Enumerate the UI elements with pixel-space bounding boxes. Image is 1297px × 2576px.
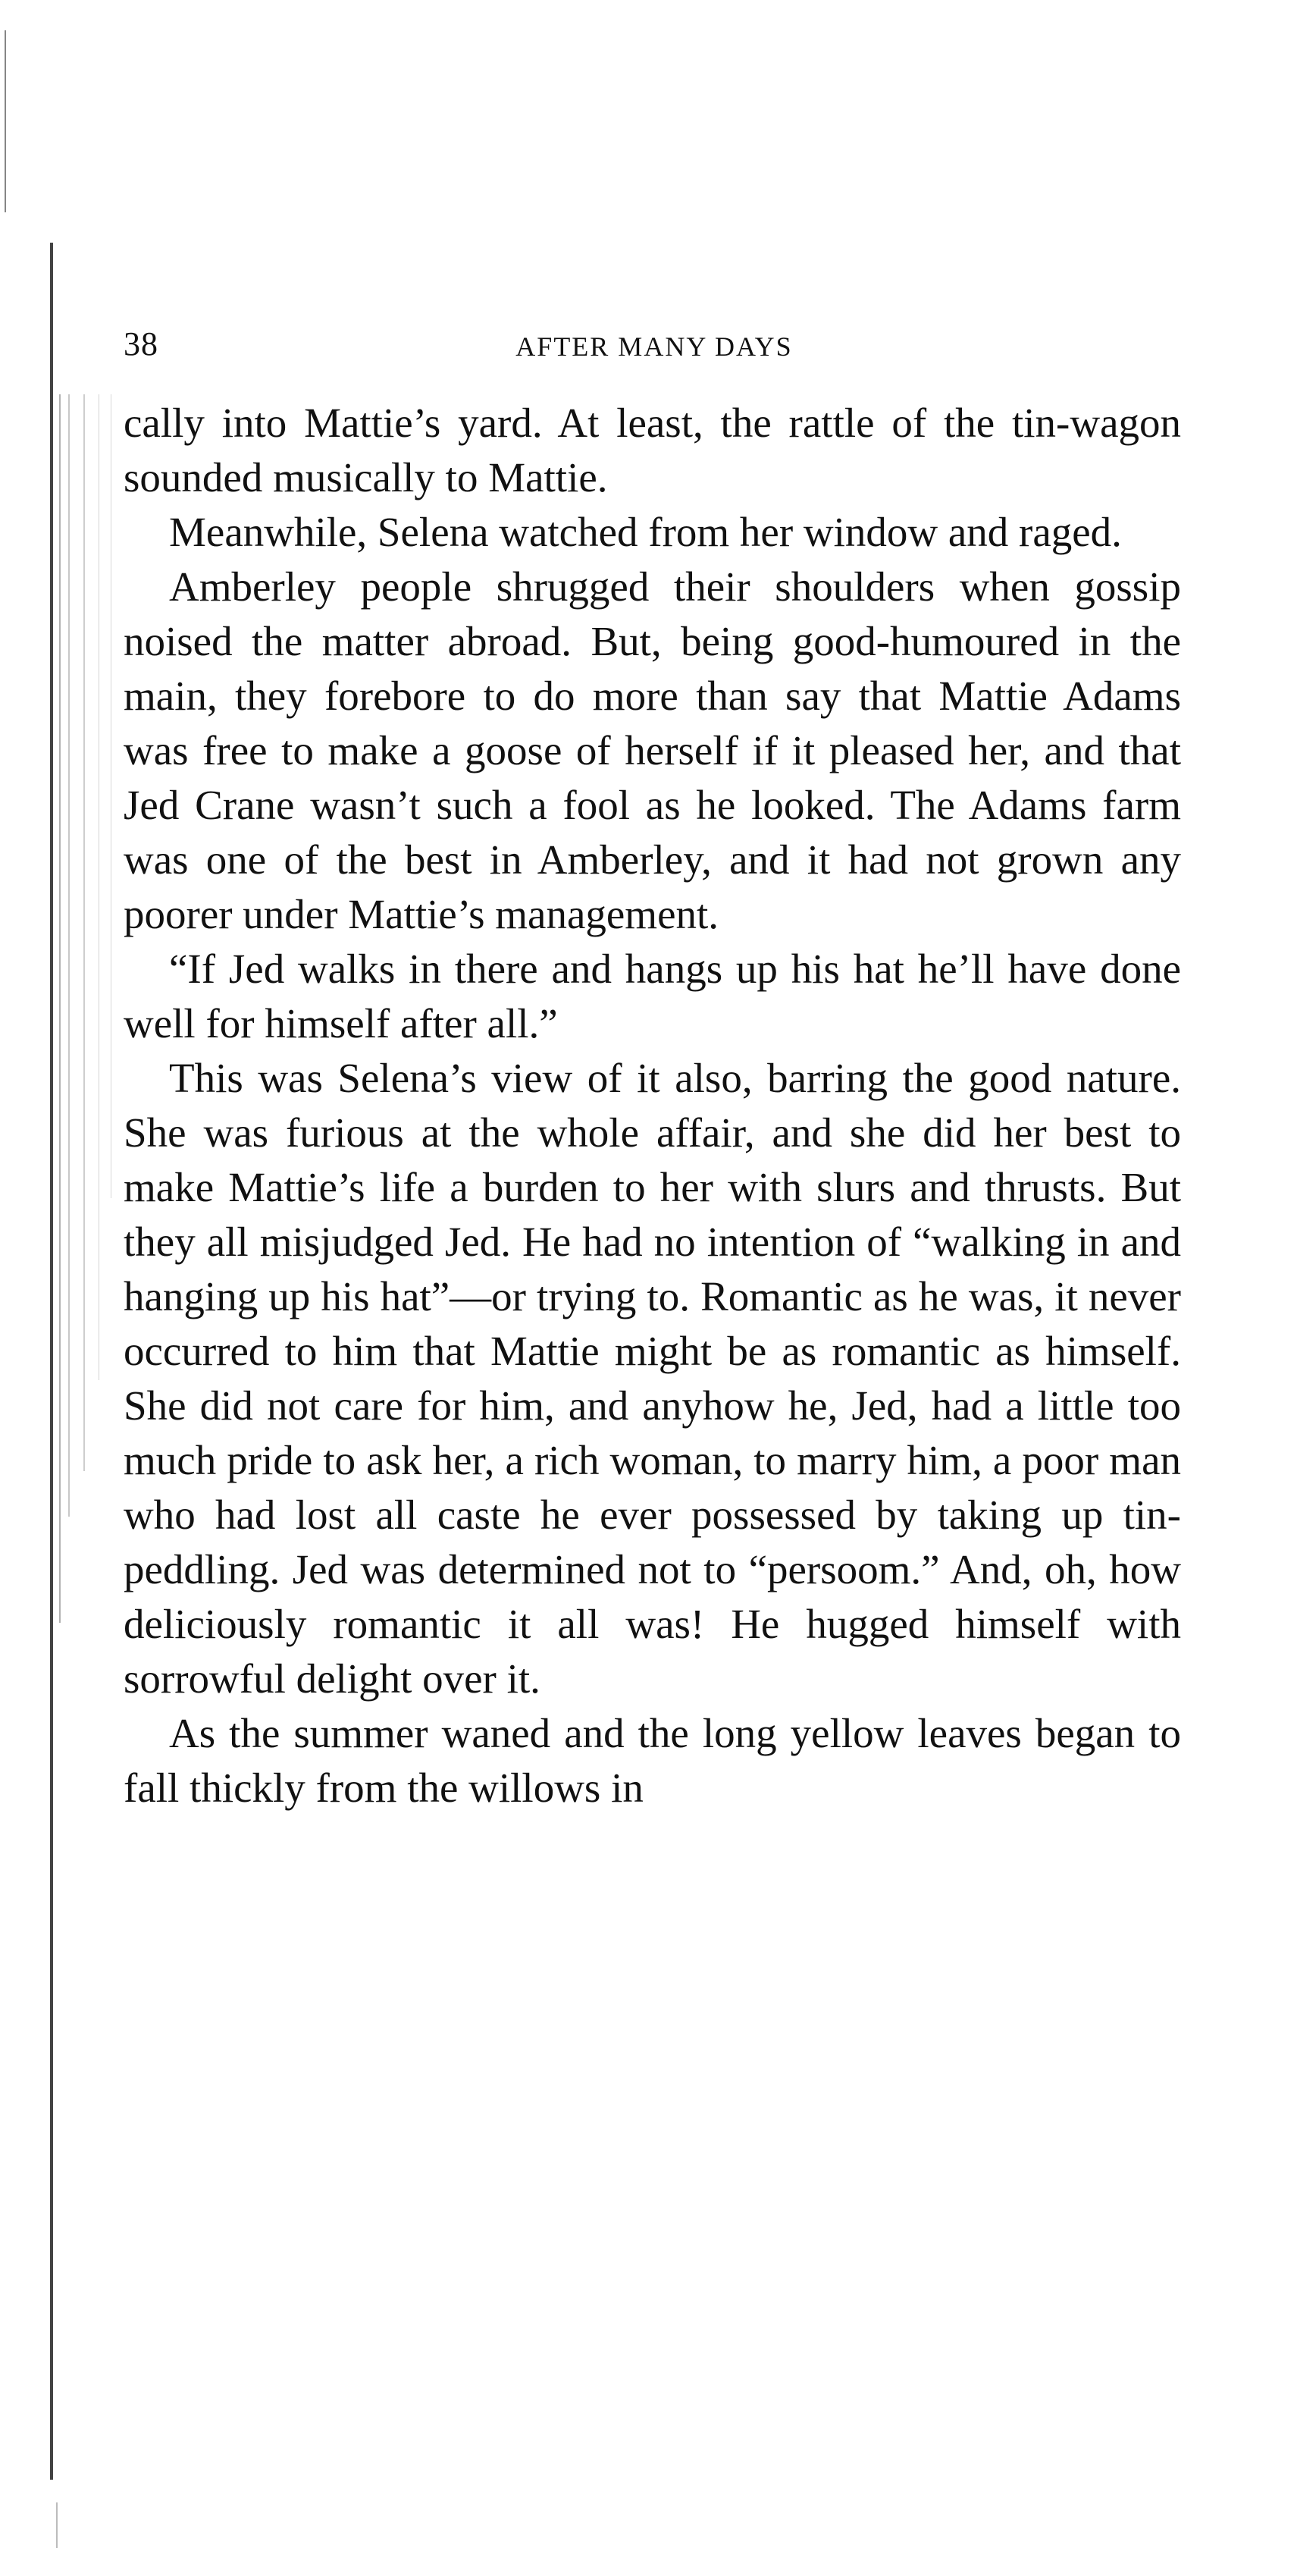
- scan-edge-mark: [56, 2502, 58, 2548]
- scan-edge-mark: [68, 394, 70, 1517]
- running-head: AFTER MANY DAYS: [515, 331, 793, 362]
- paragraph: Amberley people shrugged their shoulders when gossip noised the matter abroad. But, being good-humoured in the main, they forebore to do more than say that Mattie Adams was free to make a goose of herself if it pleased her, and that Jed Crane wasn’t such a fool as he looked. The Adams farm was one of the best in Amberley, and it had not grown any poorer under Mattie’s management.: [124, 563, 1181, 937]
- paragraph: cally into Mattie’s yard. At least, the rattle of the tin-wagon sounded musically to Mattie.: [124, 400, 1181, 500]
- body-text: [124, 396, 1181, 1815]
- page-number: 38: [124, 325, 158, 362]
- page-header: [124, 318, 1185, 372]
- paragraph: As the summer waned and the long yellow leaves began to fall thickly from the willows in: [124, 1710, 1181, 1811]
- scan-edge-mark: [5, 30, 6, 212]
- scan-edge-mark: [59, 394, 61, 1623]
- paragraph: “If Jed walks in there and hangs up his hat he’ll have done well for himself after all.”: [124, 946, 1181, 1046]
- paragraph: Meanwhile, Selena watched from her window and raged.: [169, 509, 1122, 555]
- scan-edge-mark: [50, 243, 53, 2480]
- scan-edge-mark: [83, 394, 85, 1471]
- paragraph: This was Selena’s view of it also, barring the good nature. She was furious at the whole affair, and she did her best to make Mattie’s life a burden to her with slurs and thrusts. But they all misjudged Jed. He had no intention of “walking in and hanging up his hat”—or trying to. Romantic as he was, it never occurred to him that Mattie might be as romantic as himself. She did not care for him, and anyhow he, Jed, had a little too much pride to ask her, a rich woman, to marry him, a poor man who had lost all caste he ever possessed by taking up tin-peddling. Jed was determined not to “persoom.” And, oh, how deliciously romantic it all was! He hugged himself with sorrowful delight over it.: [124, 1055, 1181, 1702]
